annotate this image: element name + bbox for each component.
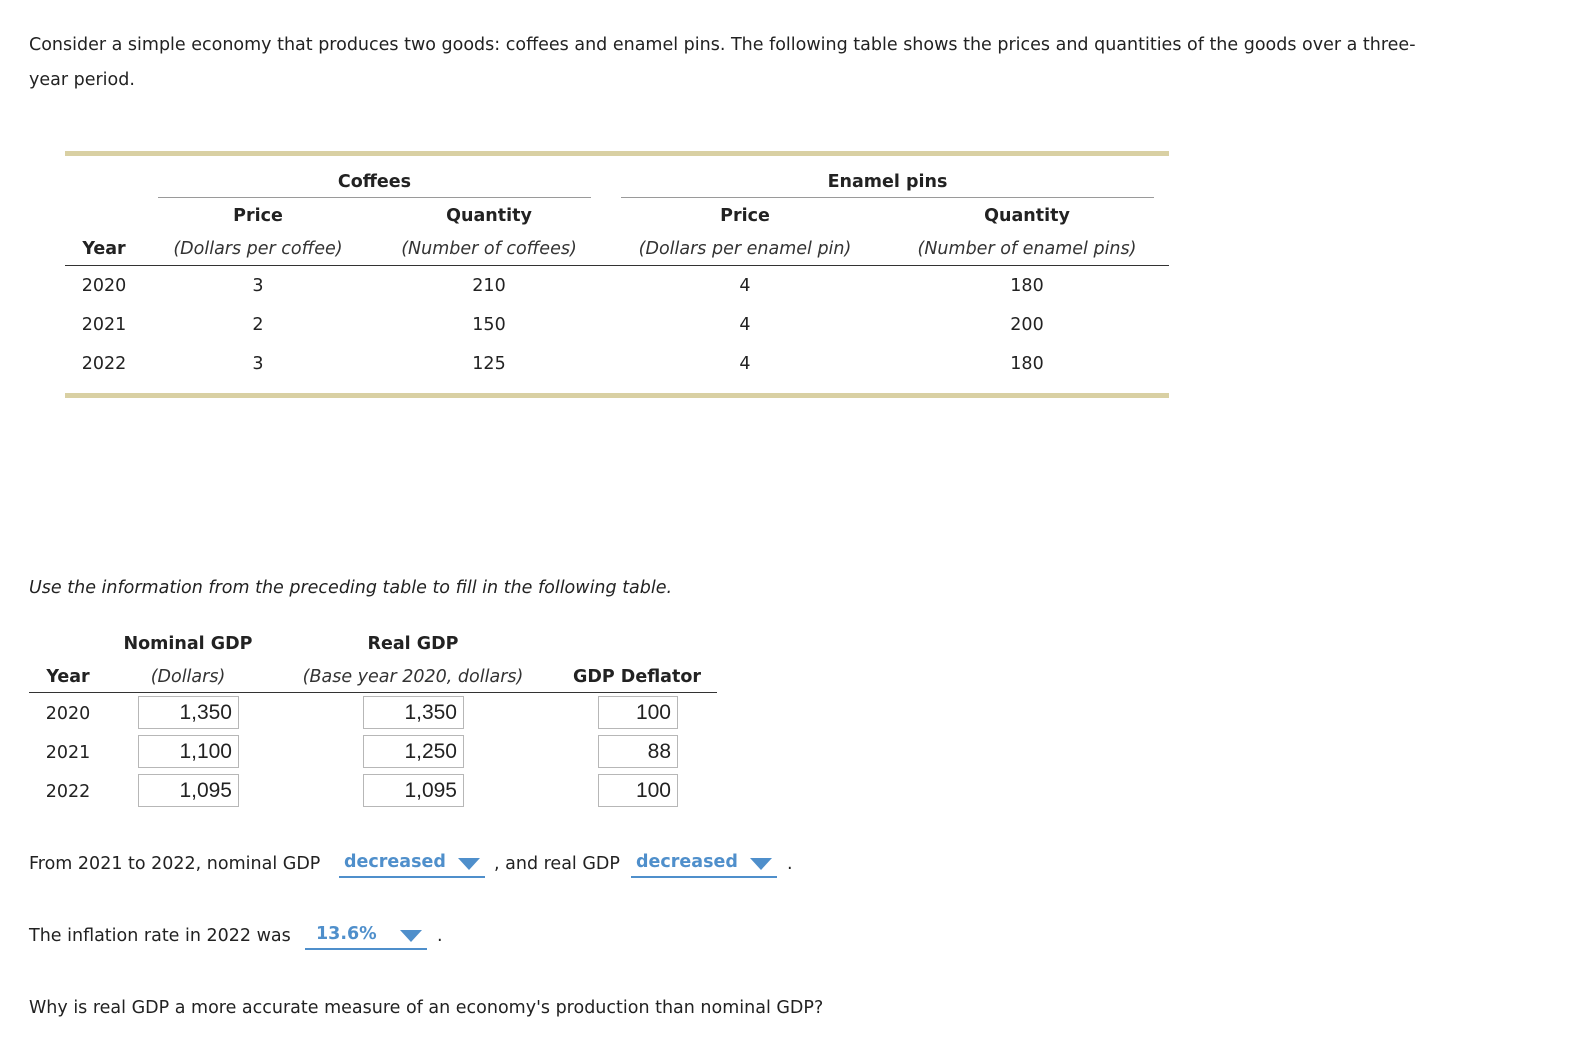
caret-down-icon (400, 930, 422, 942)
header-real-gdp: Real GDP (367, 634, 459, 654)
header-rule (65, 265, 1169, 266)
question3-text: Why is real GDP a more accurate measure of an economy's production than nominal GDP? (29, 998, 824, 1018)
cell-coffee-price: 3 (252, 354, 264, 374)
cell-pin-price: 4 (739, 276, 751, 296)
group-rule-coffees (158, 197, 591, 198)
real-gdp-input[interactable]: 1,350 (363, 696, 464, 729)
group-header-coffees: Coffees (337, 172, 412, 192)
caret-down-icon (750, 858, 772, 870)
header-coffee-quantity-unit: (Number of coffees) (401, 239, 577, 259)
cell-year: 2022 (81, 354, 127, 374)
table-bottom-bar (65, 393, 1169, 398)
cell-pin-quantity: 180 (1010, 276, 1044, 296)
cell-pin-quantity: 200 (1010, 315, 1044, 335)
group-rule-enamel-pins (621, 197, 1154, 198)
header-coffee-price: Price (233, 206, 283, 226)
cell-coffee-price: 2 (252, 315, 264, 335)
gdp-deflator-input[interactable]: 100 (598, 696, 678, 729)
cell-coffee-quantity: 125 (472, 354, 506, 374)
header-gdp-deflator: GDP Deflator (572, 667, 701, 687)
header-nominal-gdp-unit: (Dollars) (150, 667, 226, 687)
intro-text: Consider a simple economy that produces two goods: coffees and enamel pins. The following table shows the prices and quantities of the goods over a three-year period. (29, 35, 1416, 90)
caret-down-icon (458, 858, 480, 870)
dropdown-value: decreased (636, 852, 738, 872)
gdp-deflator-input[interactable]: 100 (598, 774, 678, 807)
header-coffee-quantity: Quantity (446, 206, 532, 226)
question1-prefix: From 2021 to 2022, nominal GDP (29, 854, 321, 874)
cell-year: 2021 (81, 315, 127, 335)
cell-pin-price: 4 (739, 315, 751, 335)
inflation-rate-dropdown[interactable] (305, 924, 427, 950)
question2-prefix: The inflation rate in 2022 was (29, 926, 291, 946)
cell-year: 2021 (45, 743, 91, 763)
nominal-gdp-input[interactable]: 1,100 (138, 735, 239, 768)
question1-suffix: . (787, 854, 793, 874)
header-pin-quantity-unit: (Number of enamel pins) (917, 239, 1137, 259)
cell-pin-quantity: 180 (1010, 354, 1044, 374)
question1-middle: , and real GDP (494, 854, 620, 874)
dropdown-value: 13.6% (316, 924, 377, 944)
dropdown-value: decreased (344, 852, 446, 872)
cell-year: 2022 (45, 782, 91, 802)
header-pin-price: Price (720, 206, 770, 226)
cell-coffee-price: 3 (252, 276, 264, 296)
real-gdp-input[interactable]: 1,250 (363, 735, 464, 768)
cell-coffee-quantity: 150 (472, 315, 506, 335)
cell-year: 2020 (45, 704, 91, 724)
table-top-bar (65, 151, 1169, 156)
gdp-deflator-input[interactable]: 88 (598, 735, 678, 768)
header-pin-price-unit: (Dollars per enamel pin) (638, 239, 852, 259)
instruction-text: Use the information from the preceding table to fill in the following table. (29, 578, 673, 598)
header-real-gdp-unit: (Base year 2020, dollars) (302, 667, 524, 687)
header-year: Year (46, 667, 90, 687)
cell-coffee-quantity: 210 (472, 276, 506, 296)
cell-pin-price: 4 (739, 354, 751, 374)
cell-year: 2020 (81, 276, 127, 296)
header-nominal-gdp: Nominal GDP (123, 634, 253, 654)
question2-suffix: . (437, 926, 443, 946)
group-header-enamel-pins: Enamel pins (827, 172, 948, 192)
header-pin-quantity: Quantity (984, 206, 1070, 226)
header-coffee-price-unit: (Dollars per coffee) (173, 239, 343, 259)
nominal-gdp-input[interactable]: 1,350 (138, 696, 239, 729)
nominal-gdp-change-dropdown[interactable] (339, 852, 485, 878)
header-year: Year (82, 239, 126, 259)
real-gdp-input[interactable]: 1,095 (363, 774, 464, 807)
header-rule (29, 692, 717, 693)
nominal-gdp-input[interactable]: 1,095 (138, 774, 239, 807)
real-gdp-change-dropdown[interactable] (631, 852, 777, 878)
